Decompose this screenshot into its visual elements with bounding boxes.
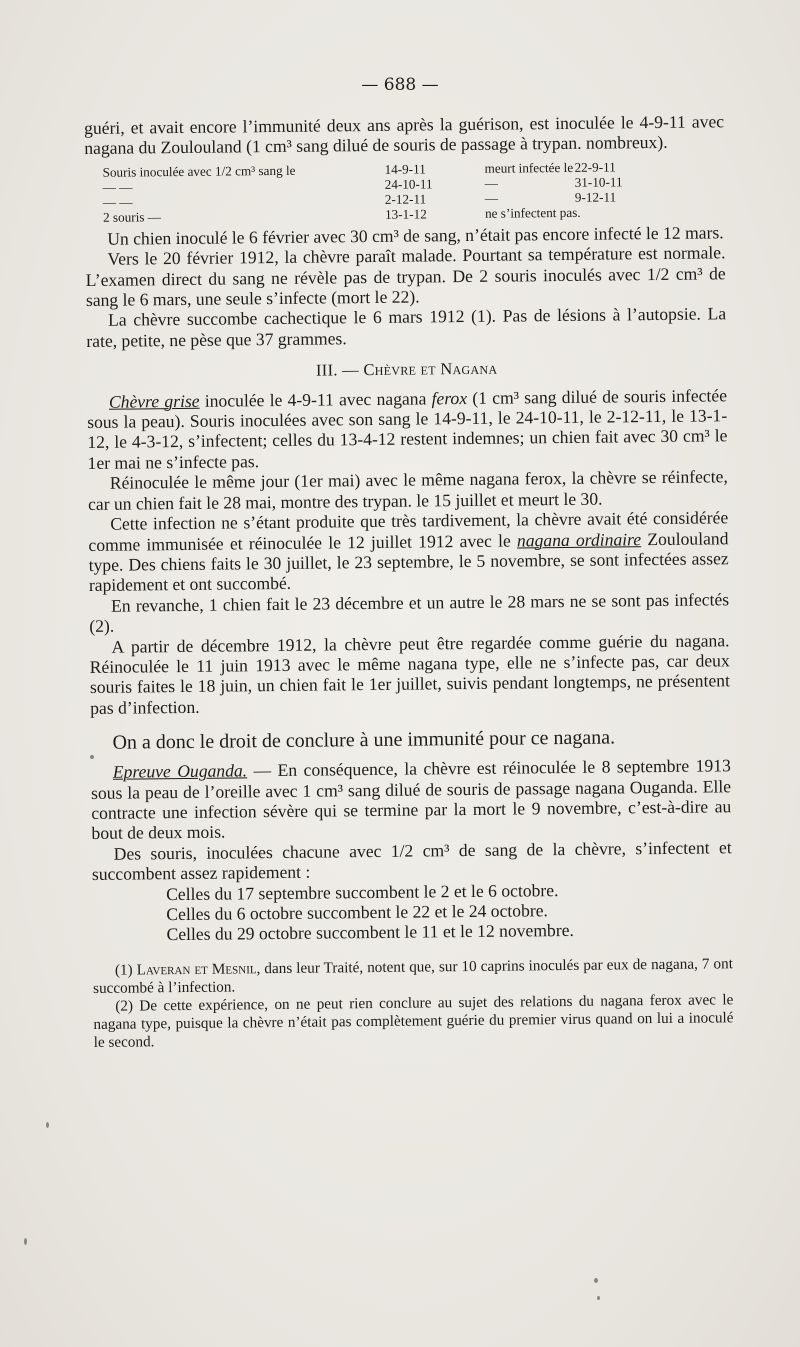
- italic-term: ferox: [431, 387, 468, 409]
- table-cell: 24-10-11: [384, 176, 433, 192]
- footnote-marker: (1): [114, 961, 137, 979]
- table-cell: ne s’infectent pas.: [484, 204, 581, 221]
- paper-speck: [46, 1122, 49, 1128]
- paper-speck: [90, 755, 94, 759]
- list-item: Celles du 6 octobre succombent le 22 et le 24 octobre.: [166, 900, 549, 925]
- inoculation-table: [84, 158, 725, 225]
- text-run: (1 cm³ sang dilué de souris infectée sous la peau). Souris inoculées avec son sang le 14-9-11, le 24-10-11, le 2-12-11, le 13-1-12, le 4-3-12, s’infectent; celles du 13-4-12 restent indemnes; un chien fait avec 30 cm³ le 1er mai ne s’infecte pas.: [87, 384, 728, 473]
- table-cell: 22-9-11: [574, 159, 616, 175]
- table-cell: 9-12-11: [574, 189, 617, 205]
- paper-speck: [597, 1296, 600, 1300]
- table-cell: Souris inoculée avec 1/2 cm³ sang le: [102, 162, 296, 180]
- paragraph-ouganda: [91, 755, 732, 843]
- paper-speck: [24, 1238, 27, 1245]
- text-run: inoculée le 4-9-11 avec nagana: [199, 388, 432, 411]
- paragraph-cured: A partir de décembre 1912, la chèvre peut être regardée comme guérie du nagana. Réinoculée le 11 juin 1913 avec le même nagana type, elle ne s’infecte pas, car deux souris faites le 18 juin, un chien fait le 1er juillet, suivis pendant longtemps, ne présentent pas d’infection.: [89, 629, 731, 718]
- table-cell: 31-10-11: [574, 174, 623, 190]
- footnote-authors: Laveran et Mesnil: [136, 960, 257, 979]
- paragraph-chevre-grise: [87, 385, 728, 473]
- text-run: , dans leur Traité, notent que, sur 10 caprins inoculés par eux de nagana, 7 ont succombé à l’infection.: [93, 955, 733, 997]
- table-cell: 2-12-11: [384, 191, 427, 207]
- section-numeral: III. —: [315, 360, 364, 380]
- table-cell: —: [484, 175, 498, 191]
- italic-lead: Epreuve Ouganda.: [112, 760, 248, 782]
- text-run: Cette infection ne s’étant produite que très tardivement, la chèvre avait été considérée comme immunisée et réinoculée le 12 juillet 1912 avec le: [88, 507, 729, 555]
- conclusion-line: On a donc le droit de conclure à une immunité pour ce nagana.: [112, 726, 616, 754]
- table-cell: 2 souris —: [102, 209, 162, 225]
- table-cell: 14-9-11: [384, 161, 426, 177]
- paragraph-illness: Vers le 20 février 1912, la chèvre paraît malade. Pourtant sa température est normale. L’examen direct du sang ne révèle pas de trypan. De 2 souris inoculés avec 1/2 cm³ de sang le 6 mars, une seule s’infecte (mort le 22).: [85, 242, 726, 311]
- footnote-2: (2) De cette expérience, on ne peut rien conclure au sujet des relations du nagana ferox avec le nagana type, puisque la chèvre n’était pas complètement guérie du premier virus quand on lui a inoculé le second.: [93, 991, 734, 1051]
- paragraph-reinoculation: Réinoculée le même jour (1er mai) avec le même nagana ferox, la chèvre se réinfecte, car un chien fait le 28 mai, montre des trypan. le 15 juillet et meurt le 30.: [87, 466, 728, 514]
- table-cell: meurt infectée le: [484, 159, 574, 176]
- paragraph-continuation: guéri, et avait encore l’immunité deux ans après la guérison, est inoculée le 4-9-11 avec nagana du Zoulouland (1 cm³ sang dilué de souris de passage à trypan. nombreux).: [84, 111, 725, 159]
- list-item: Celles du 17 septembre succombent le 2 et le 6 octobre.: [166, 879, 559, 904]
- paragraph-dog: Un chien inoculé le 6 février avec 30 cm³ de sang, n’était pas encore infecté le 12 mars.: [107, 222, 724, 249]
- section-heading: [87, 357, 727, 384]
- paragraph-mice: Des souris, inoculées chacune avec 1/2 cm³ de sang de la chèvre, s’infectent et succombent assez rapidement :: [91, 837, 732, 885]
- paragraph-revanche: En revanche, 1 chien fait le 23 décembre et un autre le 28 mars ne se sont pas infectés (2).: [89, 588, 730, 637]
- table-cell: 13-1-12: [384, 206, 427, 222]
- text-run: — En conséquence, la chèvre est réinoculée le 8 septembre 1913 sous la peau de l’oreille avec 1 cm³ sang dilué de souris de passage nagana Ouganda. Elle contracte une infection sévère qui se termine par la mort le 9 novembre, c’est-à-dire au bout de deux mois.: [90, 755, 732, 844]
- list-item: Celles du 29 octobre succombent le 11 et le 12 novembre.: [166, 920, 574, 945]
- page-number: — 688 —: [361, 75, 439, 95]
- table-cell: — —: [102, 179, 133, 195]
- italic-lead: Chèvre grise: [108, 390, 200, 412]
- text-column: [84, 111, 734, 1051]
- table-cell: —: [484, 190, 499, 206]
- italic-term: nagana ordinaire: [516, 528, 642, 550]
- case-list: [166, 878, 733, 945]
- section-title: Chèvre et Nagana: [363, 358, 498, 380]
- table-cell: — —: [102, 194, 133, 210]
- text-run: Zoulouland type. Des chiens faits le 30 juillet, le 23 septembre, le 5 novembre, se sont infectées assez rapidement et ont succombé.: [88, 527, 729, 596]
- paragraph-death: La chèvre succombe cachectique le 6 mars 1912 (1). Pas de lésions à l’autopsie. La rate, petite, ne pèse que 37 grammes.: [86, 303, 727, 351]
- paper-speck: [594, 1278, 598, 1283]
- footnotes: [93, 955, 734, 1052]
- paragraph-immunised: [88, 507, 729, 595]
